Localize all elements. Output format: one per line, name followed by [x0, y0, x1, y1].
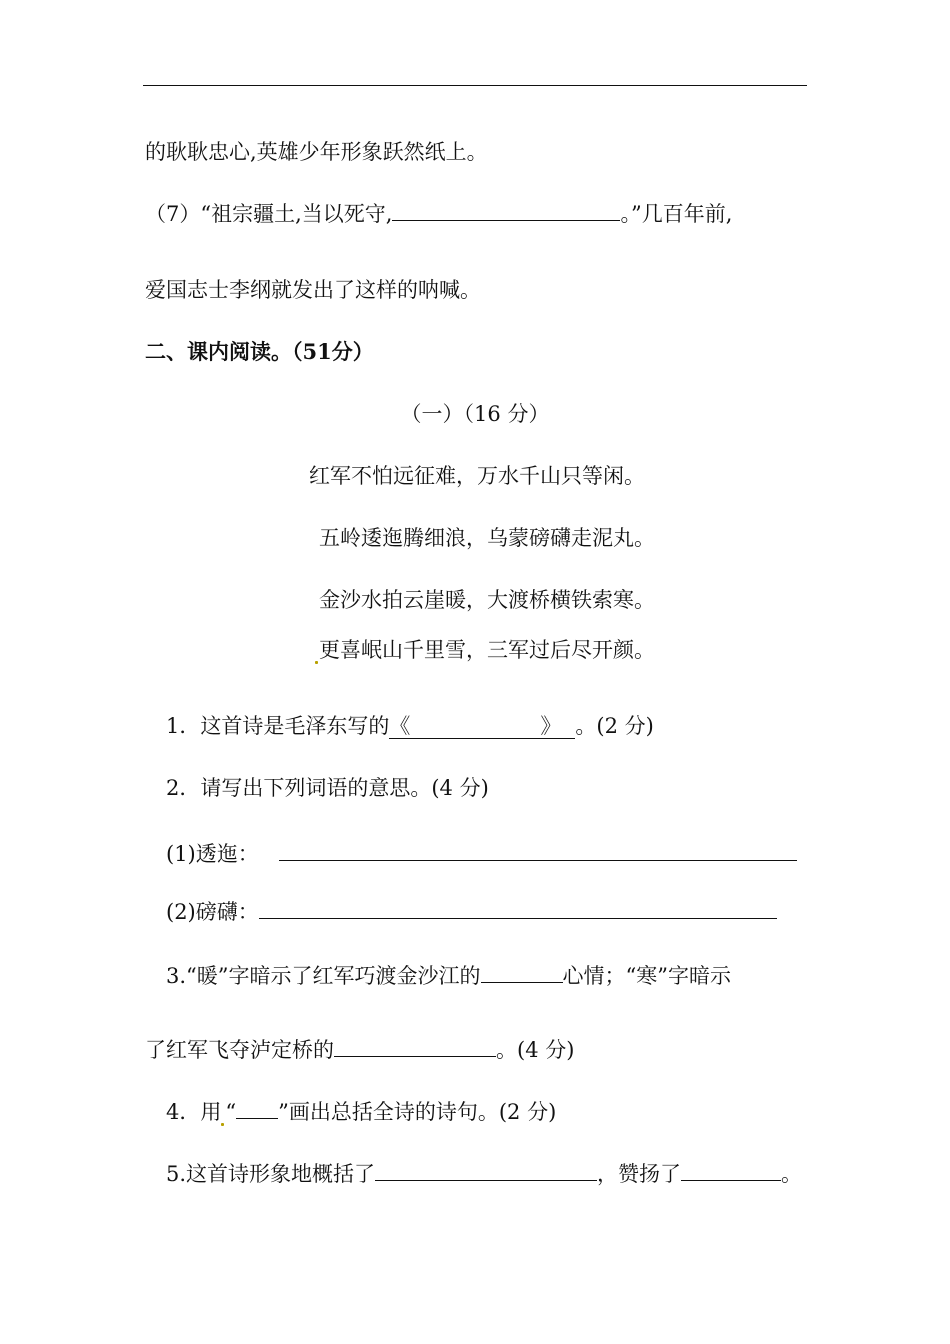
q3-prefix: 3.“暖”字暗示了红军巧渡金沙江的 — [166, 964, 481, 988]
continuation-text — [145, 138, 488, 166]
question-7 — [145, 200, 732, 228]
poem-line-4 — [315, 636, 655, 664]
q2-text: 2．请写出下列词语的意思。(4 分) — [166, 776, 489, 800]
section-title-span: 二、课内阅读。（51分） — [145, 339, 374, 364]
q3-blank-1[interactable] — [481, 962, 563, 983]
q7-prefix: （7）“祖宗疆土,当以死守, — [145, 202, 393, 226]
q1-answer-box[interactable] — [389, 714, 575, 739]
question-5 — [166, 1160, 802, 1188]
poem-line-3 — [319, 586, 655, 614]
section-title — [145, 338, 374, 366]
q4-prefix: 4．用 — [166, 1100, 222, 1124]
q2-1-blank[interactable] — [279, 840, 797, 861]
poem-line-3-span: 金沙水拍云崖暖，大渡桥横铁索寒。 — [319, 588, 655, 612]
poem-line-2-span: 五岭逶迤腾细浪，乌蒙磅礴走泥丸。 — [319, 526, 655, 550]
q4-close: ”画出总括全诗的诗句。(2 分) — [278, 1100, 557, 1124]
header-rule — [143, 85, 807, 86]
q1-suffix: 。(2 分) — [575, 714, 654, 738]
question-2-1 — [166, 840, 797, 868]
q5-suffix: 。 — [781, 1162, 803, 1186]
continuation-span: 的耿耿忠心,英雄少年形象跃然纸上。 — [145, 140, 488, 164]
q5-blank-2[interactable] — [681, 1160, 781, 1181]
poem-line-1 — [309, 462, 645, 490]
q5-prefix: 5.这首诗形象地概括了 — [166, 1162, 376, 1186]
q2-2-blank[interactable] — [259, 898, 777, 919]
q3-blank-2[interactable] — [334, 1036, 496, 1057]
poem-line-1-span: 红军不怕远征难，万水千山只等闲。 — [309, 464, 645, 488]
question-2-2 — [166, 898, 777, 926]
q7-continuation-span: 爱国志士李纲就发出了这样的呐喊。 — [145, 278, 481, 302]
q1-close-bracket: 》 — [540, 714, 562, 738]
dot-mark — [315, 661, 318, 664]
q2-1-label: (1)透迤： — [166, 842, 259, 866]
q7-blank[interactable] — [392, 200, 620, 221]
q5-mid: ，赞扬了 — [597, 1162, 682, 1186]
part-label — [0, 400, 950, 428]
q3-mid: 心情；“寒”字暗示 — [562, 964, 731, 988]
q2-2-label: (2)磅礴： — [166, 900, 259, 924]
q4-blank — [236, 1098, 278, 1119]
part-label-span: （一）（16 分） — [400, 402, 550, 426]
poem-line-4-span: 更喜岷山千里雪，三军过后尽开颜。 — [319, 638, 655, 662]
q7-suffix: 。”几百年前, — [620, 202, 733, 226]
q3-line2-prefix: 了红军飞夺泸定桥的 — [145, 1038, 334, 1062]
question-4 — [166, 1098, 556, 1126]
question-1 — [166, 712, 654, 740]
q5-blank-1[interactable] — [375, 1160, 597, 1181]
question-2 — [166, 774, 489, 802]
poem-line-2 — [319, 524, 655, 552]
q3-line2-suffix: 。(4 分) — [496, 1038, 575, 1062]
q4-open-quote: “ — [225, 1100, 237, 1124]
q1-prefix: 1．这首诗是毛泽东写的 — [166, 714, 390, 738]
question-3 — [166, 962, 731, 990]
dot-mark — [221, 1123, 224, 1126]
q7-continuation — [145, 276, 481, 304]
q1-open-bracket: 《 — [389, 714, 411, 738]
question-3-line-2 — [145, 1036, 574, 1064]
